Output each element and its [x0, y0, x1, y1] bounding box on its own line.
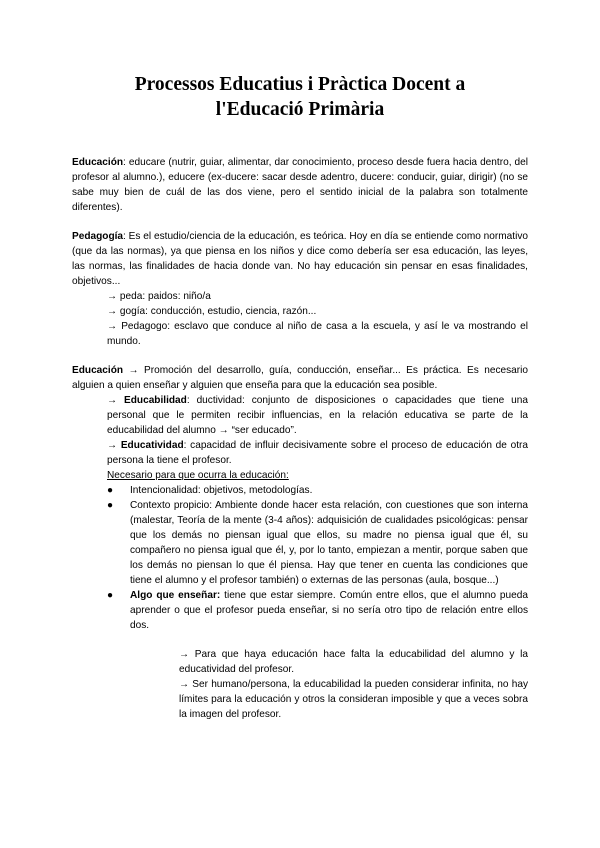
definition-text: : educare (nutrir, guiar, alimentar, dar conocimiento, proceso desde fuera hacia dentro, del profesor al alumno.), educere (ex-ducere: sacar desde adentro, ducere: conducir, guiar, dirigir) (no se sabe muy bien de cuál de las dos viene, pero el sentido inicial de la palabra son totalmente diferentes).	[72, 157, 528, 213]
list-item-term: Algo que enseñar:	[130, 590, 221, 601]
list-item	[107, 498, 528, 588]
title-line-2: l'Educació Primària	[215, 99, 385, 120]
underlined-heading: Necesario para que ocurra la educación:	[107, 470, 289, 481]
subheading-necesario	[72, 468, 528, 483]
section-educacion-etimologia	[72, 155, 528, 215]
paragraph	[72, 229, 528, 289]
list-item	[107, 483, 528, 498]
paragraph	[72, 155, 528, 215]
etymology-item: → peda: paidos: niño/a	[107, 291, 211, 302]
list-item-text: Intencionalidad: objetivos, metodologías.	[130, 485, 313, 496]
list-item-text: tiene que estar siempre. Común entre ellos, que el alumno pueda aprender o que el profesor pueda enseñar, si no sería otro tipo de relación entre ellos dos.	[130, 590, 528, 631]
list-item	[107, 588, 528, 633]
notes-block	[72, 647, 528, 722]
term-pedagogia: Pedagogía	[72, 231, 124, 242]
definition-text: : Es el estudio/ciencia de la educación, es teórica. Hoy en día se entiende como normativo (que da las normas), ya que piensa en los niños y dice como debería ser esa educación, las leyes, las normas, las finalidades de hacia donde van. No hay educación sin pensar en esas finalidades, objetivos...	[72, 231, 528, 287]
bullet-icon: ●	[107, 485, 114, 496]
requirements-list	[72, 483, 528, 633]
paragraph	[72, 363, 528, 393]
educatividad-definition	[72, 438, 528, 468]
page-title	[72, 72, 528, 122]
note: → Para que haya educación hace falta la educabilidad del alumno y la educatividad del profesor.	[179, 649, 528, 675]
bullet-icon: ●	[107, 500, 114, 511]
bullet-icon: ●	[107, 590, 114, 601]
list-item-text: Contexto propicio: Ambiente donde hacer esta relación, con cuestiones que son interna (malestar, Teoría de la mente (3-4 años): adquisición de cualidades psicológicas: pensar que los demás no piensan igual que ellos, su madre no piensa igual que él, su compañero no piensa igual que él, y, por lo tanto, empiezan a mentir, porque saben que los demás no piensan lo que él piensa. Hay que tener en cuenta las condiciones que tiene el alumno y el profesor también) o externas de las personas (aula, bosque...)	[130, 500, 528, 586]
etymology-item: → gogía: conducción, estudio, ciencia, razón...	[107, 306, 317, 317]
arrow: →	[107, 395, 125, 406]
title-line-1: Processos Educatius i Pràctica Docent a	[134, 74, 466, 95]
educabilidad-definition	[72, 393, 528, 438]
definition-text: : capacidad de influir decisivamente sobre el proceso de educación de otra persona la tiene el profesor.	[107, 440, 529, 466]
term-educatividad: Educatividad	[120, 440, 184, 451]
term-educacion: Educación	[72, 157, 124, 168]
section-pedagogia	[72, 229, 528, 349]
arrow: →	[107, 440, 121, 451]
definition-text: : ductividad: conjunto de disposiciones o capacidades que tiene una personal que le permiten recibir influencias, en la relación educativa se parte de la educabilidad del alumno → “ser educado”.	[107, 395, 528, 436]
note: → Ser humano/persona, la educabilidad la pueden considerar infinita, no hay límites para la educación y otros la consideran imposible y que a veces sobra la imagen del profesor.	[179, 679, 528, 720]
term-educabilidad: Educabilidad	[124, 395, 187, 406]
term-educacion: Educación	[72, 365, 124, 376]
definition-text: → Promoción del desarrollo, guía, conducción, enseñar... Es práctica. Es necesario alguien a quien enseñar y alguien que enseña para que la educación sea posible.	[72, 365, 528, 391]
section-educacion-practica	[72, 363, 528, 722]
etymology-item: → Pedagogo: esclavo que conduce al niño de casa a la escuela, y así le va mostrando el mundo.	[107, 321, 528, 347]
